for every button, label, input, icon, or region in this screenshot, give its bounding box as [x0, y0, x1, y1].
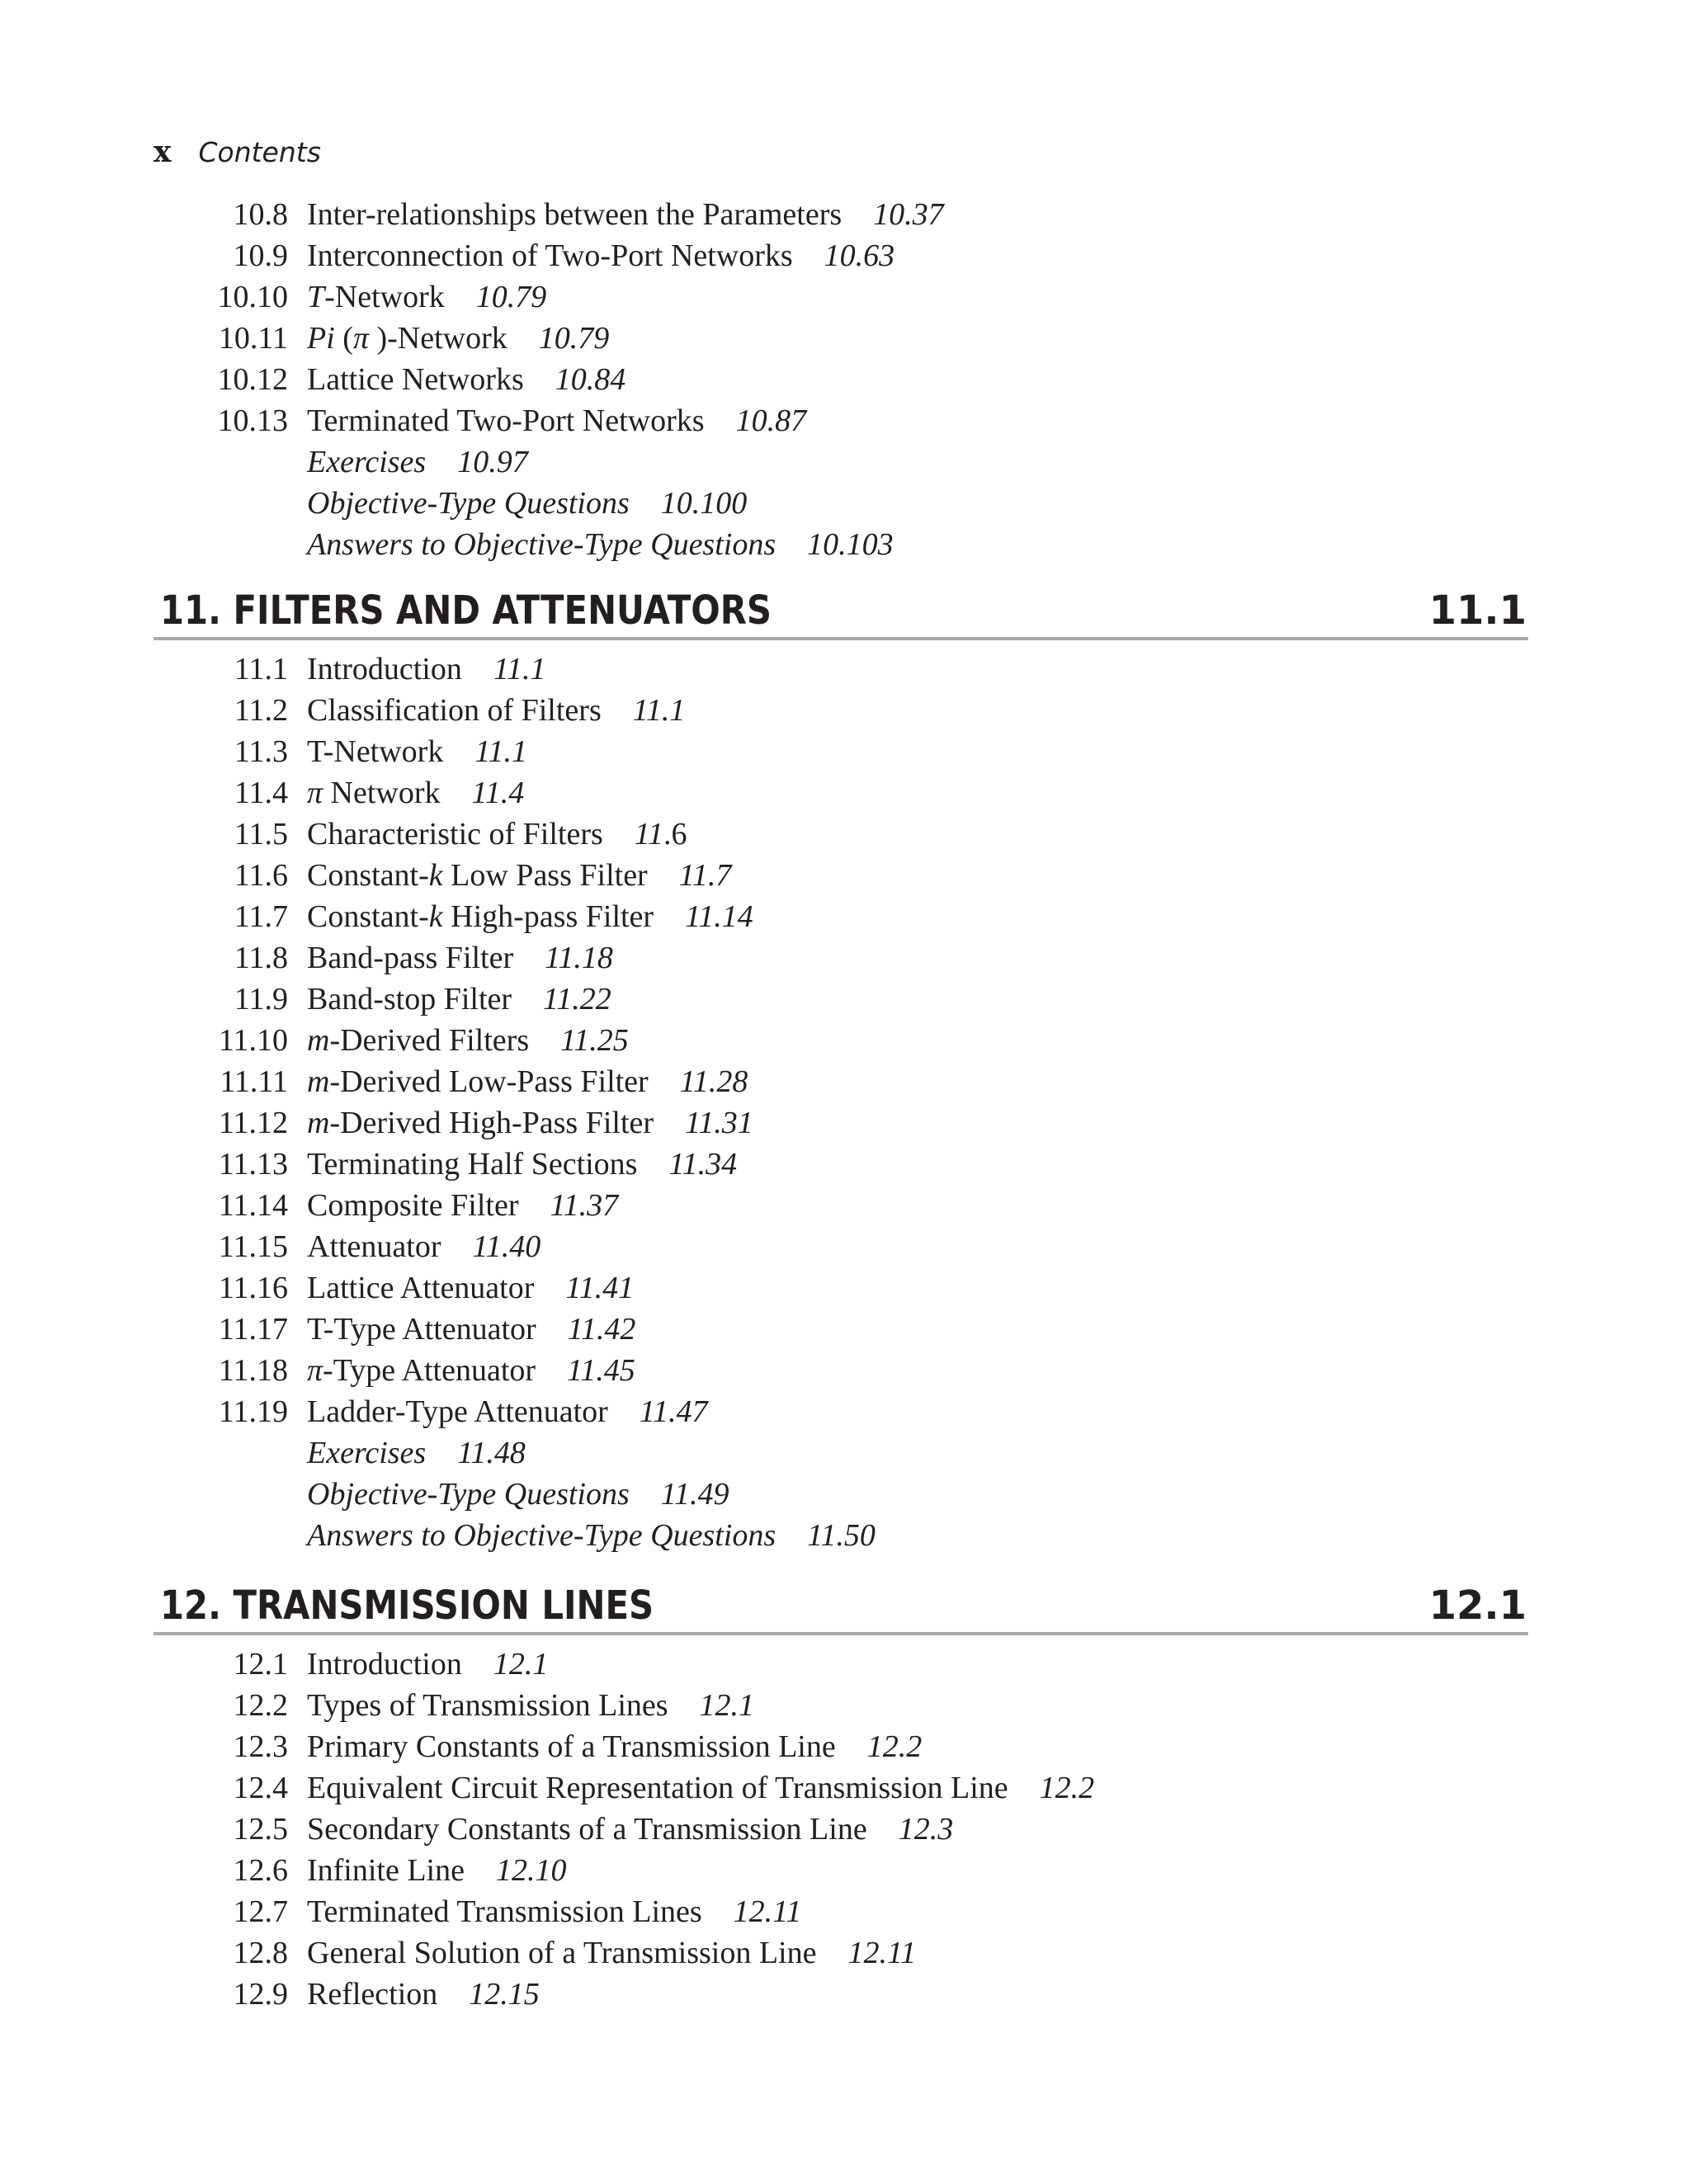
section-number: 11.19 — [218, 1394, 288, 1429]
section-page: 12.2 — [1039, 1771, 1095, 1805]
toc-entry — [0, 318, 1690, 359]
page-numeral: x — [153, 134, 172, 169]
toc-entry — [0, 400, 1690, 441]
title-segment: -Derived Filters — [329, 1023, 530, 1058]
section-title — [307, 1020, 629, 1061]
section-title — [307, 1061, 748, 1102]
section-page: 11.28 — [679, 1064, 748, 1099]
section-page — [635, 817, 687, 851]
section-title — [307, 1226, 541, 1267]
section-number: 11.3 — [234, 734, 288, 769]
section-page: 11.1 — [632, 693, 686, 728]
title-segment: k — [428, 899, 443, 934]
title-segment: Band-stop Filter — [307, 982, 512, 1017]
toc-entry — [0, 1932, 1690, 1974]
toc-entry — [0, 1185, 1690, 1226]
section-page: 10.100 — [660, 486, 748, 521]
section-page: 12.1 — [699, 1688, 755, 1723]
section-number: 11.14 — [218, 1188, 288, 1223]
section-number: 11.1 — [234, 652, 288, 686]
section-page: 11.18 — [545, 941, 613, 975]
title-segment: T-Network — [307, 734, 444, 769]
section-title — [307, 1726, 922, 1767]
title-segment: Types of Transmission Lines — [307, 1688, 668, 1723]
title-segment: π — [352, 321, 369, 356]
section-page: 11.1 — [474, 734, 528, 769]
title-segment: Lattice Networks — [307, 362, 524, 397]
section-page: 11.31 — [685, 1106, 753, 1140]
title-segment: Objective-Type Questions — [307, 486, 630, 521]
section-title — [307, 1515, 876, 1556]
section-number: 12.4 — [233, 1771, 288, 1805]
title-segment: Answers to Objective-Type Questions — [307, 527, 777, 562]
title-segment: π — [307, 1353, 323, 1388]
section-page: 11.47 — [639, 1394, 708, 1429]
section-page: 12.2 — [866, 1729, 923, 1764]
section-title — [307, 1144, 737, 1185]
section-title — [307, 937, 613, 979]
section-title — [307, 235, 895, 276]
section-page: 11.48 — [457, 1436, 526, 1470]
toc-block-chapter-10-continued — [0, 194, 1690, 565]
chapter-title: 12. TRANSMISSION LINES — [160, 1583, 654, 1629]
title-segment: ( — [334, 321, 353, 356]
section-title — [307, 649, 546, 690]
title-segment: General Solution of a Transmission Line — [307, 1936, 817, 1970]
section-title — [307, 731, 527, 772]
chapter-heading-11 — [153, 581, 1528, 640]
section-page: 12.11 — [733, 1894, 802, 1929]
section-number: 10.8 — [233, 197, 288, 232]
title-segment: Reflection — [307, 1977, 438, 2012]
toc-end-matter-entry — [0, 1432, 1690, 1474]
title-segment: Terminated Two-Port Networks — [307, 403, 705, 438]
title-segment: -Derived High-Pass Filter — [329, 1106, 654, 1140]
section-title — [307, 1809, 953, 1850]
toc-end-matter-entry — [0, 1474, 1690, 1515]
section-title — [307, 979, 611, 1020]
title-segment: Attenuator — [307, 1229, 441, 1264]
section-number: 10.10 — [217, 280, 288, 314]
title-segment: Classification of Filters — [307, 693, 602, 728]
section-title — [307, 690, 685, 731]
section-title — [307, 441, 528, 483]
section-number: 11.2 — [234, 693, 288, 728]
title-segment: Exercises — [307, 445, 427, 479]
title-segment: Low Pass Filter — [442, 858, 648, 893]
section-page: 12.10 — [495, 1853, 567, 1888]
section-page: 10.37 — [873, 197, 944, 232]
section-number: 12.9 — [233, 1977, 288, 2012]
section-number: 12.2 — [233, 1688, 288, 1723]
section-number: 12.6 — [233, 1853, 288, 1888]
section-page: 11.34 — [668, 1147, 738, 1182]
chapter-heading-12 — [153, 1576, 1528, 1635]
toc-entry — [0, 1102, 1690, 1144]
toc-block-chapter-11 — [0, 649, 1690, 1556]
running-head-title: Contents — [198, 135, 321, 168]
toc-block-chapter-12 — [0, 1644, 1690, 2015]
chapter-page: 11.1 — [1428, 587, 1527, 634]
section-page: 10.63 — [824, 238, 895, 273]
title-segment: Ladder-Type Attenuator — [307, 1394, 608, 1429]
section-title — [307, 276, 546, 318]
section-page: 10.79 — [475, 280, 547, 314]
section-title — [307, 1974, 540, 2015]
section-page: 10.97 — [457, 445, 528, 479]
section-page: 11.7 — [678, 858, 732, 893]
running-head — [153, 130, 321, 173]
title-segment: -Derived Low-Pass Filter — [329, 1064, 649, 1099]
toc-entry — [0, 1891, 1690, 1932]
section-title — [307, 1474, 729, 1515]
title-segment: Network — [323, 776, 441, 810]
title-segment: Characteristic of Filters — [307, 817, 603, 851]
section-page: 11.25 — [560, 1023, 629, 1058]
section-title — [307, 1685, 754, 1726]
title-segment: T-Type Attenuator — [307, 1312, 536, 1347]
toc-entry — [0, 1267, 1690, 1309]
section-title — [307, 1350, 635, 1391]
toc-entry — [0, 979, 1690, 1020]
section-title — [307, 1644, 548, 1685]
section-title — [307, 1850, 566, 1891]
section-number: 11.17 — [218, 1312, 288, 1347]
section-page: 11.50 — [807, 1518, 876, 1553]
toc-entry — [0, 649, 1690, 690]
toc-entry — [0, 896, 1690, 937]
section-page: 11.49 — [660, 1477, 729, 1512]
title-segment: Infinite Line — [307, 1853, 465, 1888]
title-segment: Constant- — [307, 858, 429, 893]
toc-end-matter-entry — [0, 524, 1690, 565]
section-title — [307, 1391, 708, 1432]
section-number: 11.16 — [218, 1271, 288, 1305]
section-title — [307, 524, 894, 565]
section-title — [307, 772, 524, 814]
section-page: 11.14 — [685, 899, 753, 934]
title-segment: Constant- — [307, 899, 429, 934]
toc-end-matter-entry — [0, 483, 1690, 524]
section-page: 11.4 — [471, 776, 525, 810]
section-number: 11.5 — [234, 817, 288, 851]
title-segment: Equivalent Circuit Representation of Transmission Line — [307, 1771, 1008, 1805]
page-part: 11 — [634, 817, 663, 851]
section-title — [307, 400, 806, 441]
section-page: 12.3 — [898, 1812, 954, 1847]
title-segment: k — [428, 858, 443, 893]
section-page: 10.84 — [555, 362, 626, 397]
title-segment: Composite Filter — [307, 1188, 519, 1223]
toc-entry — [0, 731, 1690, 772]
section-number: 11.13 — [218, 1147, 288, 1182]
toc-entry — [0, 1809, 1690, 1850]
section-page: 11.45 — [567, 1353, 635, 1388]
title-segment: Objective-Type Questions — [307, 1477, 630, 1512]
toc-entry — [0, 1061, 1690, 1102]
section-page: 12.1 — [493, 1647, 549, 1682]
title-segment: Introduction — [307, 1647, 462, 1682]
toc-entry — [0, 814, 1690, 855]
section-page: 12.11 — [847, 1936, 917, 1970]
title-segment: Primary Constants of a Transmission Line — [307, 1729, 836, 1764]
section-title — [307, 1309, 635, 1350]
toc-entry — [0, 1020, 1690, 1061]
section-page: 11.40 — [472, 1229, 541, 1264]
toc-end-matter-entry — [0, 441, 1690, 483]
section-number: 11.8 — [234, 941, 288, 975]
section-number: 11.7 — [234, 899, 288, 934]
toc-entry — [0, 1144, 1690, 1185]
title-segment: Secondary Constants of a Transmission Line — [307, 1812, 867, 1847]
section-number: 11.15 — [218, 1229, 288, 1264]
section-title — [307, 1932, 916, 1974]
toc-entry — [0, 1685, 1690, 1726]
title-segment: -Network — [324, 280, 445, 314]
section-number: 12.1 — [233, 1647, 288, 1682]
title-segment: Exercises — [307, 1436, 427, 1470]
toc-entry — [0, 1974, 1690, 2015]
toc-entry — [0, 359, 1690, 400]
toc-entry — [0, 235, 1690, 276]
title-segment: Introduction — [307, 652, 462, 686]
toc-entry — [0, 937, 1690, 979]
toc-entry — [0, 1850, 1690, 1891]
section-page: 10.87 — [735, 403, 807, 438]
section-page: 10.79 — [538, 321, 610, 356]
section-number: 11.18 — [218, 1353, 288, 1388]
title-segment: Terminating Half Sections — [307, 1147, 638, 1182]
section-title — [307, 1891, 801, 1932]
section-title — [307, 896, 753, 937]
toc-entry — [0, 772, 1690, 814]
section-number: 11.12 — [218, 1106, 288, 1140]
section-page: 11.37 — [550, 1188, 619, 1223]
title-segment: m — [307, 1106, 330, 1140]
title-segment: -Type Attenuator — [323, 1353, 536, 1388]
toc-entry — [0, 1309, 1690, 1350]
section-page: 12.15 — [469, 1977, 540, 2012]
page-part: .6 — [663, 817, 687, 851]
section-title — [307, 1102, 753, 1144]
section-page: 10.103 — [807, 527, 894, 562]
section-number: 10.11 — [218, 321, 288, 356]
section-page: 11.1 — [493, 652, 546, 686]
section-number: 11.4 — [234, 776, 288, 810]
toc-entry — [0, 855, 1690, 896]
section-title — [307, 814, 687, 855]
section-number: 10.13 — [217, 403, 288, 438]
toc-entry — [0, 1391, 1690, 1432]
chapter-page: 12.1 — [1428, 1583, 1527, 1629]
toc-entry — [0, 1350, 1690, 1391]
chapter-title: 11. FILTERS AND ATTENUATORS — [160, 587, 772, 634]
section-title — [307, 1767, 1094, 1809]
section-number: 12.3 — [233, 1729, 288, 1764]
section-number: 12.7 — [233, 1894, 288, 1929]
toc-entry — [0, 1644, 1690, 1685]
toc-entry — [0, 1226, 1690, 1267]
title-segment: m — [307, 1023, 330, 1058]
toc-entry — [0, 1726, 1690, 1767]
toc-entry — [0, 690, 1690, 731]
title-segment: )-Network — [368, 321, 507, 356]
section-number: 12.8 — [233, 1936, 288, 1970]
section-title — [307, 359, 625, 400]
section-title — [307, 194, 944, 235]
section-title — [307, 483, 747, 524]
toc-entry — [0, 276, 1690, 318]
section-number: 10.9 — [233, 238, 288, 273]
toc-entry — [0, 194, 1690, 235]
title-segment: T — [307, 280, 325, 314]
section-title — [307, 1432, 526, 1474]
section-number: 10.12 — [217, 362, 288, 397]
toc-entry — [0, 1767, 1690, 1809]
title-segment: Interconnection of Two-Port Networks — [307, 238, 793, 273]
section-page: 11.22 — [543, 982, 611, 1017]
section-title — [307, 1185, 618, 1226]
section-number: 11.6 — [234, 858, 288, 893]
title-segment: Lattice Attenuator — [307, 1271, 535, 1305]
section-page: 11.41 — [565, 1271, 635, 1305]
title-segment: Pi — [307, 321, 335, 356]
section-title — [307, 318, 609, 359]
section-number: 11.10 — [218, 1023, 288, 1058]
title-segment: High-pass Filter — [442, 899, 654, 934]
section-title — [307, 1267, 634, 1309]
title-segment: Terminated Transmission Lines — [307, 1894, 702, 1929]
title-segment: Answers to Objective-Type Questions — [307, 1518, 777, 1553]
title-segment: π — [307, 776, 323, 810]
title-segment: Inter-relationships between the Parameters — [307, 197, 843, 232]
section-title — [307, 855, 731, 896]
title-segment: m — [307, 1064, 330, 1099]
section-page: 11.42 — [567, 1312, 636, 1347]
toc-end-matter-entry — [0, 1515, 1690, 1556]
title-segment: Band-pass Filter — [307, 941, 514, 975]
section-number: 12.5 — [233, 1812, 288, 1847]
section-number: 11.11 — [220, 1064, 288, 1099]
section-number: 11.9 — [234, 982, 288, 1017]
